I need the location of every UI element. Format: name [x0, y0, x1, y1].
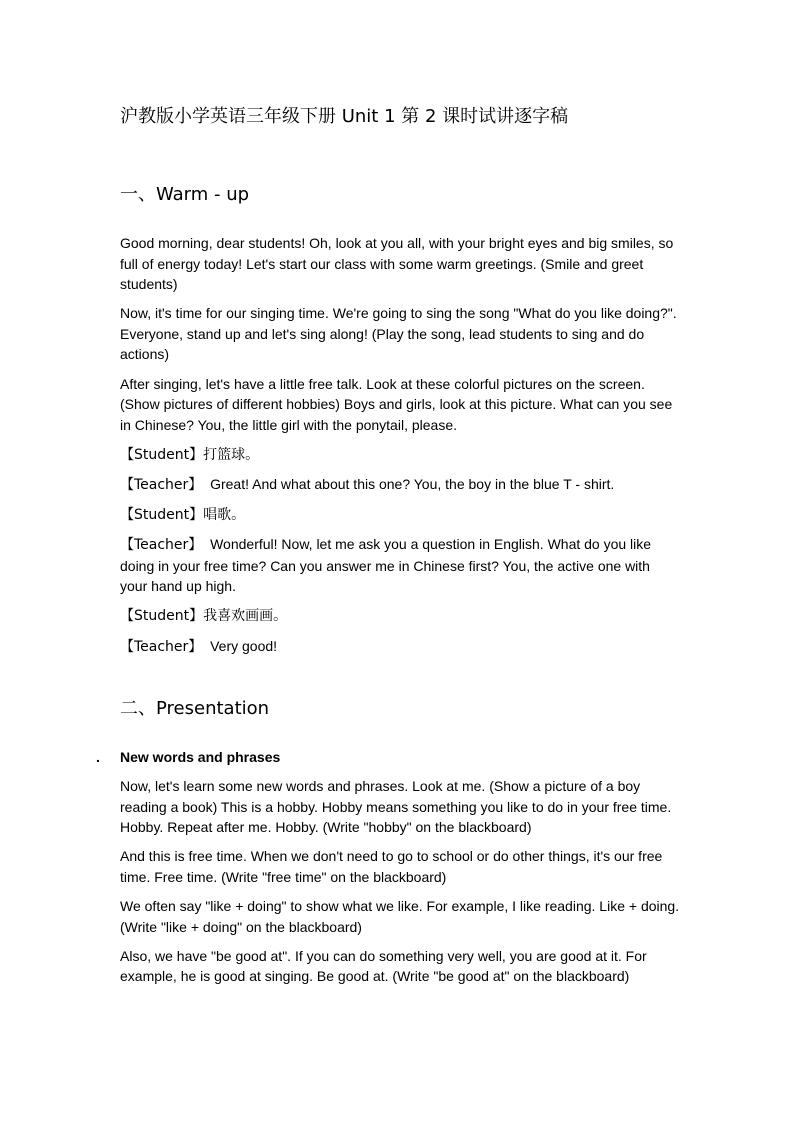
speaker-label: 【Teacher】 — [120, 537, 203, 554]
warm-up-body — [120, 233, 680, 666]
presentation-heading: 二、Presentation — [120, 698, 270, 719]
speaker-label: 【Student】 — [120, 608, 204, 625]
list-bullet: . — [96, 749, 100, 765]
warm-up-paragraph-2: Now, it's time for our singing time. We're going to sing the song "What do you like doing?". Everyone, stand up and let's sing along! (Play the song, lead students to sing and do actions) — [120, 305, 677, 363]
presentation-paragraph-2: And this is free time. When we don't need to go to school or do other things, it's our free time. Free time. (Write "free time" on the blackboard) — [120, 848, 663, 885]
dialogue-text: 打篮球。 — [203, 446, 260, 463]
dialogue-text: Great! And what about this one? You, the boy in the blue T - shirt. — [202, 475, 615, 492]
presentation-paragraph-4: Also, we have "be good at". If you can do something very well, you are good at it. For example, he is good at singing. Be good at. (Write "be good at" on the blackboard) — [120, 947, 647, 985]
warm-up-heading: 一、Warm - up — [120, 184, 250, 205]
presentation-paragraph-3: We often say "like + doing" to show what we like. For example, I like reading. Like + doing. (Write "like + doing" on the blackboard) — [120, 897, 680, 935]
speaker-label: 【Student】 — [120, 507, 204, 524]
dialogue-line — [120, 504, 680, 526]
dialogue-line — [120, 474, 680, 496]
dialogue-text: 我喜欢画画。 — [203, 608, 288, 625]
dialogue-text: Very good! — [202, 637, 278, 654]
presentation-body — [120, 776, 680, 995]
new-words-subheading: New words and phrases — [120, 749, 281, 765]
speaker-label: 【Student】 — [120, 446, 204, 463]
speaker-label: 【Teacher】 — [120, 476, 203, 493]
dialogue-line — [120, 605, 680, 627]
speaker-label: 【Teacher】 — [120, 638, 203, 655]
dialogue-text: Wonderful! Now, let me ask you a question in English. What do you like doing in your free time? Can you answer me in Chinese first? You, the active one with your hand up high. — [120, 536, 655, 595]
warm-up-paragraph-3: After singing, let's have a little free talk. Look at these colorful pictures on the screen. (Show pictures of different hobbies) Boys and girls, look at this picture. What can you see in Chinese? You, the little girl with the ponytail, please. — [120, 375, 673, 433]
warm-up-paragraph-1: Good morning, dear students! Oh, look at you all, with your bright eyes and big smiles, so full of energy today! Let's start our class with some warm greetings. (Smile and greet students) — [120, 235, 674, 293]
presentation-paragraph-1: Now, let's learn some new words and phrases. Look at me. (Show a picture of a boy reading a book) This is a hobby. Hobby means something you like to do in your free time. Hobby. Repeat after me. Hobby. (Write "hobby" on the blackboard) — [120, 778, 672, 836]
dialogue-text: 唱歌。 — [203, 507, 246, 524]
document-title: 沪教版小学英语三年级下册 Unit 1 第 2 课时试讲逐字稿 — [120, 106, 569, 127]
dialogue-line — [120, 534, 680, 597]
dialogue-line — [120, 444, 680, 466]
dialogue-line — [120, 636, 680, 658]
